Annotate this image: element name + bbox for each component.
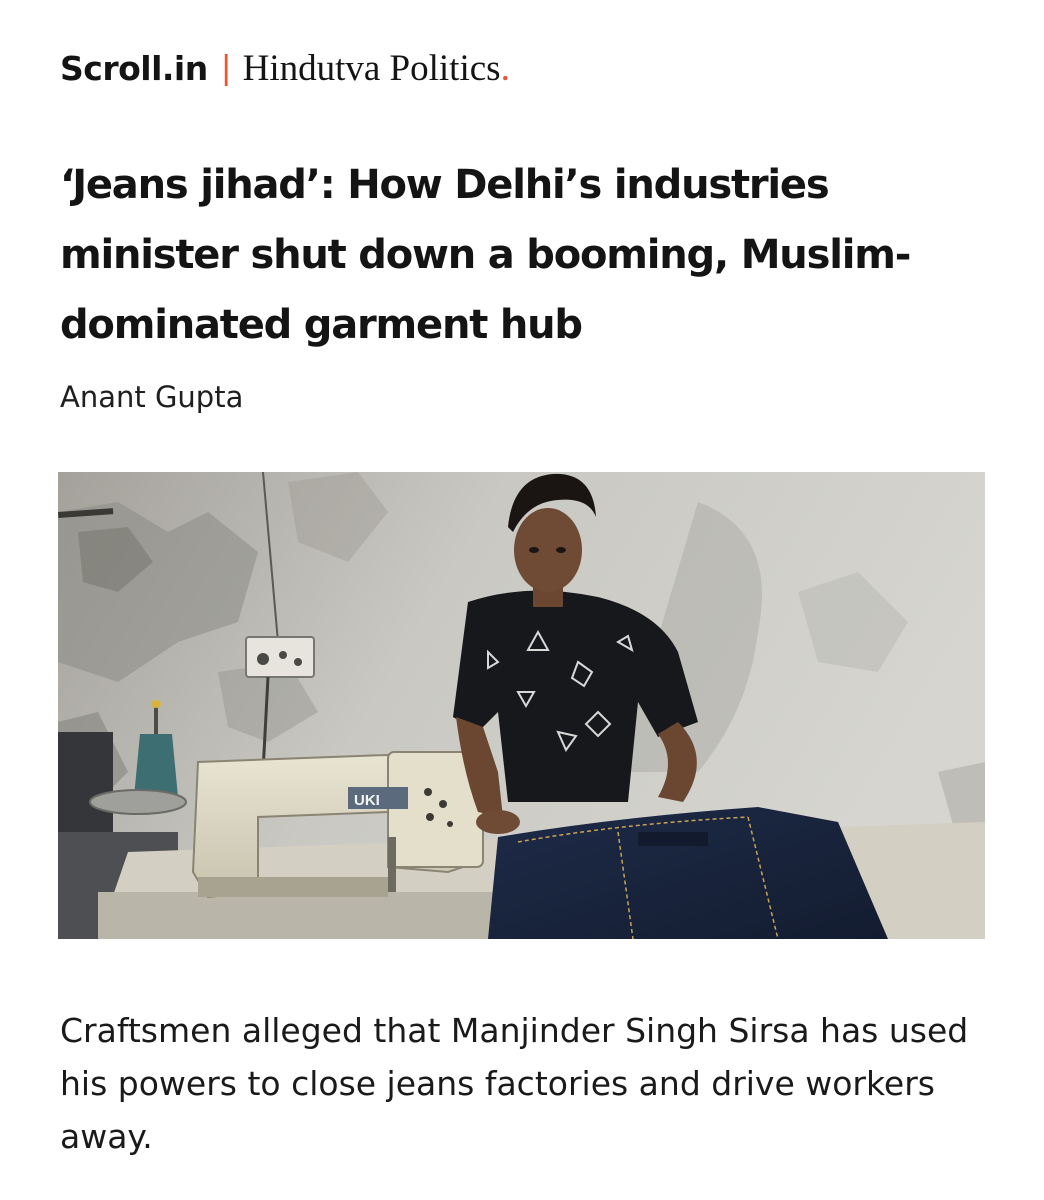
site-logo[interactable]: Scroll.in [60, 48, 208, 88]
section-link[interactable]: Hindutva Politics [242, 47, 501, 89]
article-photo [58, 472, 985, 939]
photo-caption: Craftsmen alleged that Manjinder Singh Sirsa has used his powers to close jeans factories and drive workers away. [60, 1011, 969, 1156]
masthead-separator: | [221, 48, 231, 87]
svg-text:UKI: UKI [354, 792, 380, 809]
section-dot: . [500, 47, 510, 89]
article-headline: ‘Jeans jihad’: How Delhi’s industries minister shut down a booming, Muslim-dominated garment hub [60, 162, 911, 348]
author-byline[interactable]: Anant Gupta [60, 380, 244, 414]
masthead [60, 44, 510, 92]
